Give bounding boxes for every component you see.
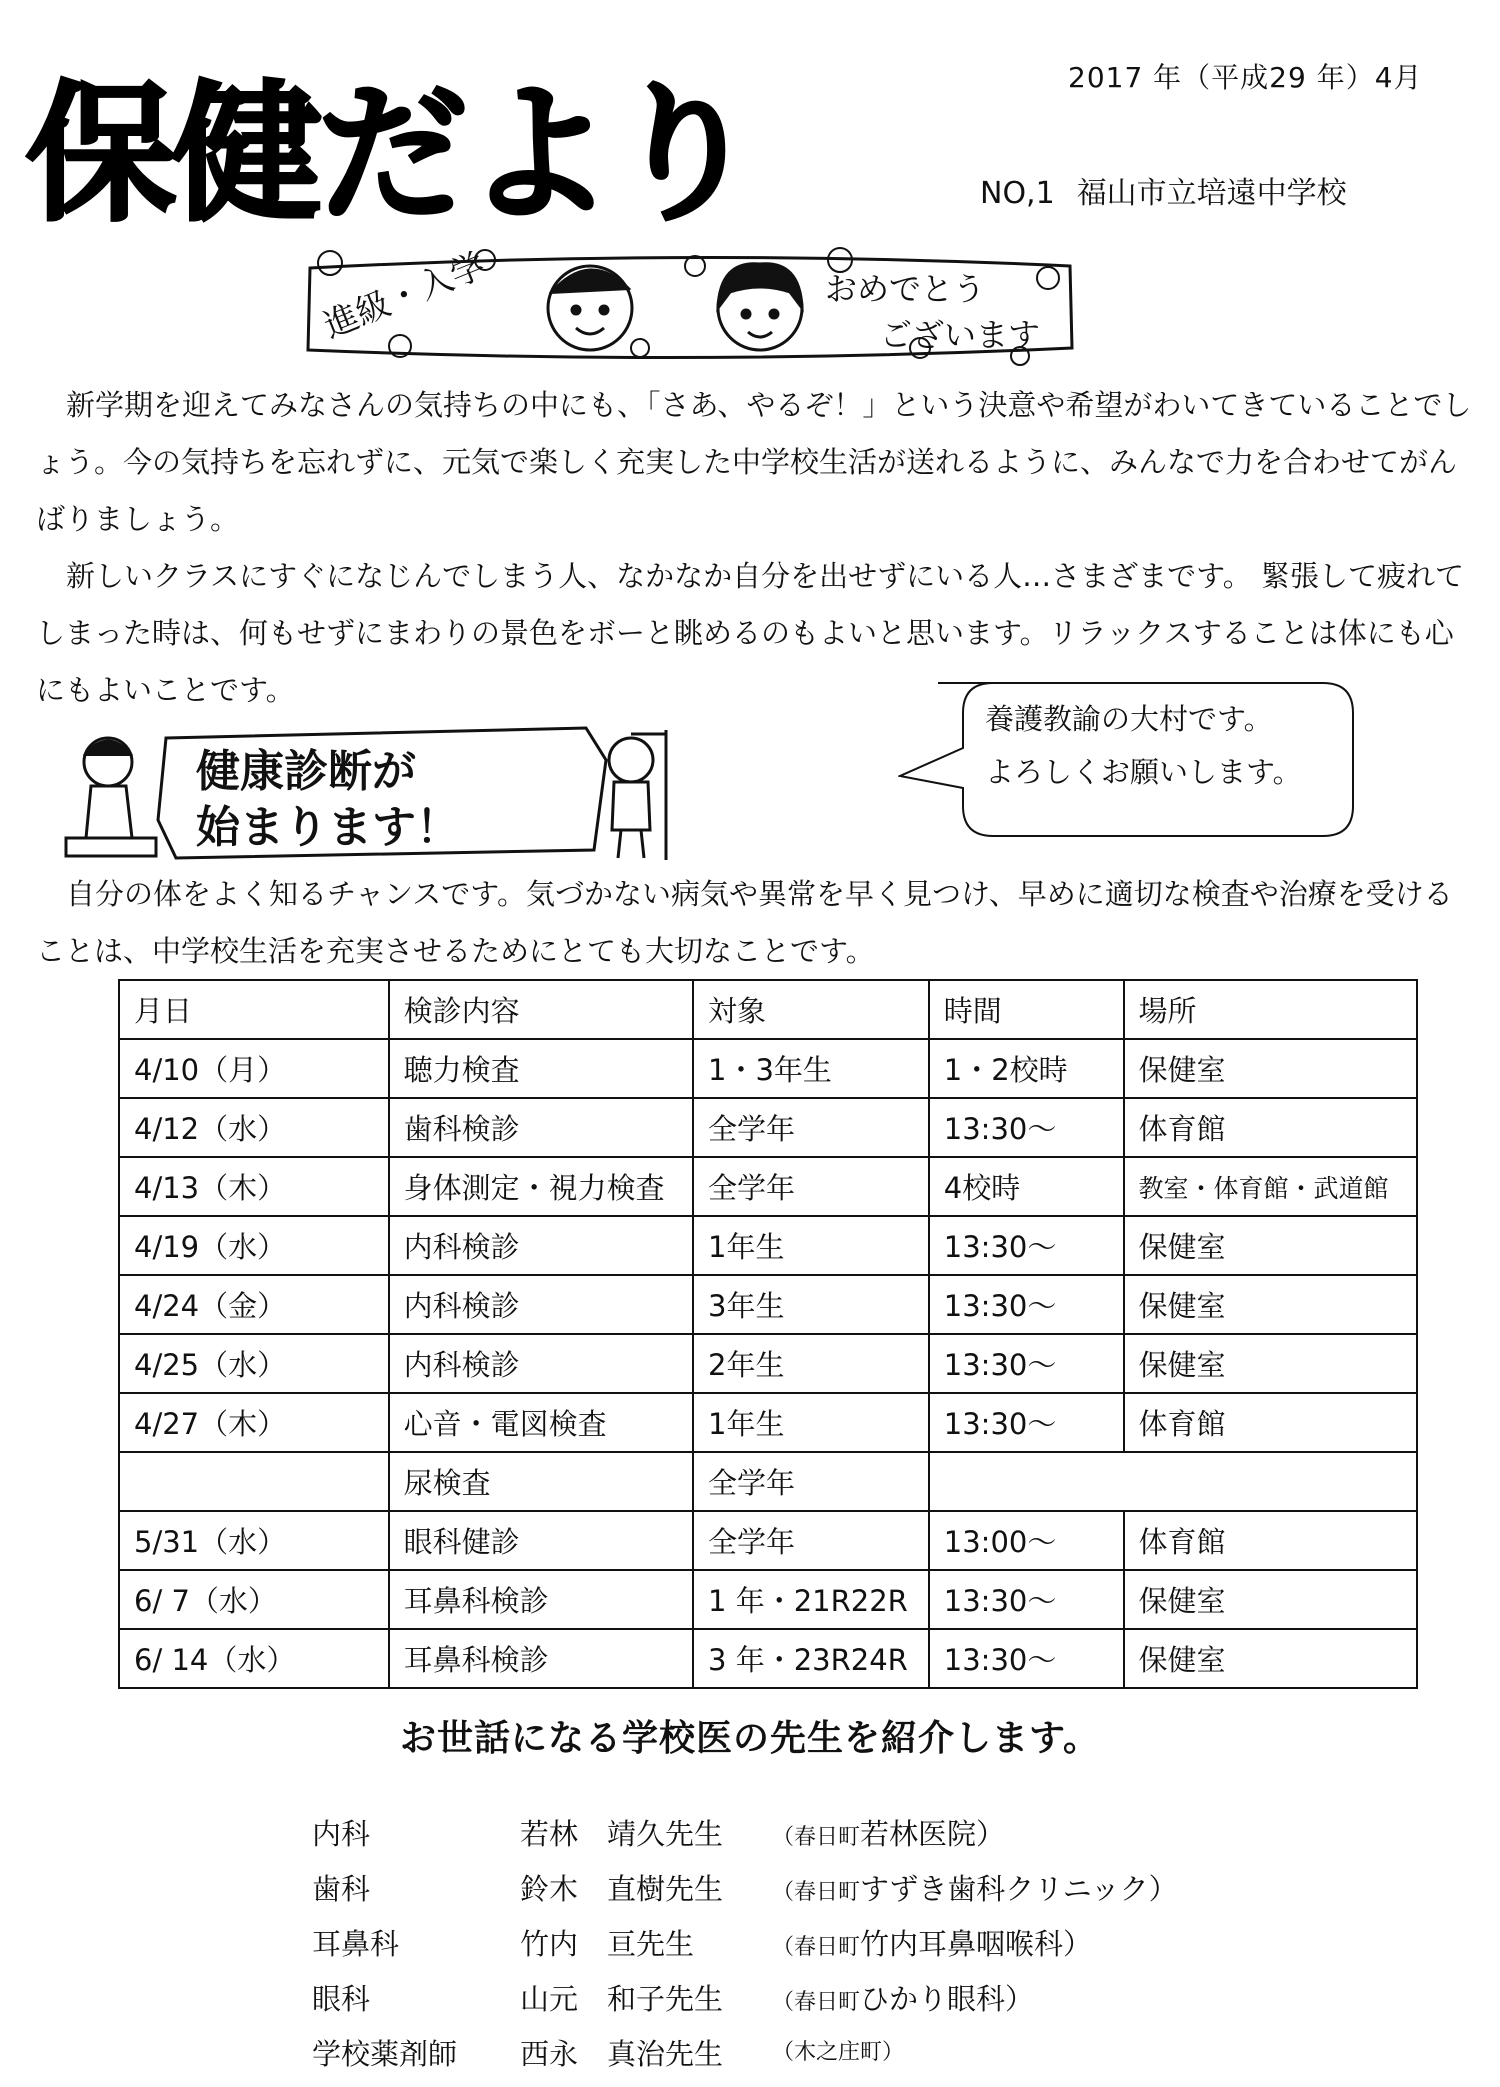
student-girl-icon [718,264,802,350]
banner-left-text: 進級・入学 [318,245,491,347]
table-row [119,1570,1417,1629]
table-cell: 13:00～ [929,1511,1124,1570]
table-cell: 体育館 [1124,1511,1417,1570]
table-cell: 13:30～ [929,1393,1124,1452]
table-cell: 13:30～ [929,1629,1124,1688]
table-row [119,1216,1417,1275]
table-cell: 全学年 [693,1511,929,1570]
table-cell: 全学年 [693,1157,929,1216]
intro-paragraph-2: 新しいクラスにすぐになじんでしまう人、なかなか自分を出せずにいる人…さまざまです。 緊張して疲れてしまった時は、何もせずにまわりの景色をボーと眺めるのもよいと思います。リラックスすることは体にも心にもよいことです。 [36,559,1465,707]
doctor-department: 耳鼻科 [312,1927,400,1961]
doctor-name: 西永 真治先生 [520,2037,724,2071]
health-banner-line2: 始まります！ [196,802,460,853]
intro-paragraph-1: 新学期を迎えてみなさんの気持ちの中にも、「さあ、やるぞ！」という決意や希望がわいてきていることでしょう。今の気持ちを忘れずに、元気で楽しく充実した中学校生活が送れるように、みんなで力を合わせてがんばりましょう。 [36,388,1472,536]
table-cell: 耳鼻科検診 [389,1629,693,1688]
table-cell: 3年生 [693,1275,929,1334]
table-cell: 13:30～ [929,1334,1124,1393]
table-cell: 歯科検診 [389,1098,693,1157]
issue-date: 2017 年（平成29 年）4月 [1068,61,1423,94]
scale-girl-icon [66,738,156,856]
table-cell: 保健室 [1124,1570,1417,1629]
clinic-name: ひかり眼科） [860,1982,1035,2016]
clinic-area: （春日町 [772,1825,861,1850]
table-cell: 保健室 [1124,1629,1417,1688]
doctor-name: 竹内 亘先生 [520,1927,695,1961]
table-cell: 4/19（水） [119,1216,389,1275]
doctor-name: 山元 和子先生 [520,1982,724,2016]
bubble-line-2: よろしくお願いします。 [985,755,1302,789]
table-cell: 2年生 [693,1334,929,1393]
table-row [119,1157,1417,1216]
table-cell: 保健室 [1124,1334,1417,1393]
table-cell: 内科検診 [389,1334,693,1393]
doctor-row [312,2032,1412,2087]
checkup-schedule-table [118,979,1418,1689]
doctor-clinic [772,2032,904,2066]
clinic-name: 竹内耳鼻咽喉科） [860,1927,1093,1961]
clinic-name: 若林医院） [860,1817,1006,1851]
clinic-name: すずき歯科クリニック） [860,1872,1178,1906]
table-cell: 13:30～ [929,1098,1124,1157]
student-boy-icon [548,266,632,350]
table-cell: 全学年 [693,1098,929,1157]
table-cell: 体育館 [1124,1393,1417,1452]
health-banner-line1: 健康診断が [196,746,416,797]
doctor-department: 歯科 [312,1872,371,1906]
bubble-line-1: 養護教諭の大村です。 [985,702,1273,736]
table-cell: 保健室 [1124,1039,1417,1098]
table-header-row [119,980,1417,1039]
header-time: 時間 [929,980,1124,1039]
table-cell: 4/27（木） [119,1393,389,1452]
table-cell: 教室・体育館・武道館 [1124,1157,1417,1216]
clinic-area: （春日町 [772,1880,861,1905]
doctor-clinic [772,1867,1178,1908]
table-cell: 5/31（水） [119,1511,389,1570]
checkup-intro-paragraph: 自分の体をよく知るチャンスです。気づかない病気や異常を早く見つけ、早めに適切な検査や治療を受けることは、中学校生活を充実させるためにとても大切なことです。 [36,877,1453,968]
header-target: 対象 [693,980,929,1039]
doctor-row [312,1867,1412,1922]
table-cell: 13:30～ [929,1275,1124,1334]
table-row [119,1393,1417,1452]
table-cell: 耳鼻科検診 [389,1570,693,1629]
header-content: 検診内容 [389,980,693,1039]
table-cell: 体育館 [1124,1098,1417,1157]
doctor-row [312,1922,1412,1977]
newsletter-title: 保健だより [26,68,757,242]
table-cell: 1・3年生 [693,1039,929,1098]
clinic-area: （木之庄町） [772,2040,905,2065]
school-name: 福山市立培遠中学校 [1076,176,1347,211]
doctor-department: 眼科 [312,1982,371,2016]
table-row [119,1275,1417,1334]
table-cell: 4/10（月） [119,1039,389,1098]
doctor-clinic [772,1977,1034,2018]
table-cell: 13:30～ [929,1570,1124,1629]
table-cell: 聴力検査 [389,1039,693,1098]
height-measure-boy-icon [609,730,666,860]
clinic-area: （春日町 [772,1935,861,1960]
table-row [119,1039,1417,1098]
health-check-banner [46,720,686,865]
issue-number: NO,1 [980,176,1055,211]
header-date: 月日 [119,980,389,1039]
table-row [119,1629,1417,1688]
table-cell: 身体測定・視力検査 [389,1157,693,1216]
table-cell: 4校時 [929,1157,1124,1216]
table-cell [119,1452,389,1511]
doctor-row [312,1812,1412,1867]
doctor-name: 鈴木 直樹先生 [520,1872,724,1906]
table-cell: 保健室 [1124,1216,1417,1275]
table-cell: 1年生 [693,1393,929,1452]
doctors-heading: お世話になる学校医の先生を紹介します。 [399,1718,1101,1759]
table-cell: 1・2校時 [929,1039,1124,1098]
table-cell: 尿検査 [389,1452,693,1511]
doctor-department: 内科 [312,1817,371,1851]
table-cell: 4/25（水） [119,1334,389,1393]
table-cell: 3 年・23R24R [693,1629,929,1688]
table-row [119,1334,1417,1393]
banner-right-text-line1: おめでとう [825,270,986,308]
table-cell: 内科検診 [389,1275,693,1334]
table-cell: 4/12（水） [119,1098,389,1157]
doctor-row [312,1977,1412,2032]
table-cell: 保健室 [1124,1275,1417,1334]
table-cell: 13:30～ [929,1216,1124,1275]
table-cell: 4/13（木） [119,1157,389,1216]
banner-right-text-line2: ございます [880,316,1041,354]
clinic-area: （春日町 [772,1990,861,2015]
table-cell: 心音・電図検査 [389,1393,693,1452]
table-cell: 4/24（金） [119,1275,389,1334]
issue-info [980,168,1347,212]
doctor-name: 若林 靖久先生 [520,1817,724,1851]
table-cell-merged [929,1452,1417,1511]
table-cell: 6/ 14（水） [119,1629,389,1688]
table-cell: 内科検診 [389,1216,693,1275]
doctor-clinic [772,1812,1005,1853]
doctor-clinic [772,1922,1092,1963]
table-cell: 全学年 [693,1452,929,1511]
header-place: 場所 [1124,980,1417,1039]
table-row [119,1511,1417,1570]
table-row [119,1098,1417,1157]
doctor-department: 学校薬剤師 [312,2037,458,2071]
congratulations-banner [300,238,1080,373]
table-cell: 1年生 [693,1216,929,1275]
table-cell: 1 年・21R22R [693,1570,929,1629]
table-row [119,1452,1417,1511]
table-cell: 眼科健診 [389,1511,693,1570]
table-cell: 6/ 7（水） [119,1570,389,1629]
